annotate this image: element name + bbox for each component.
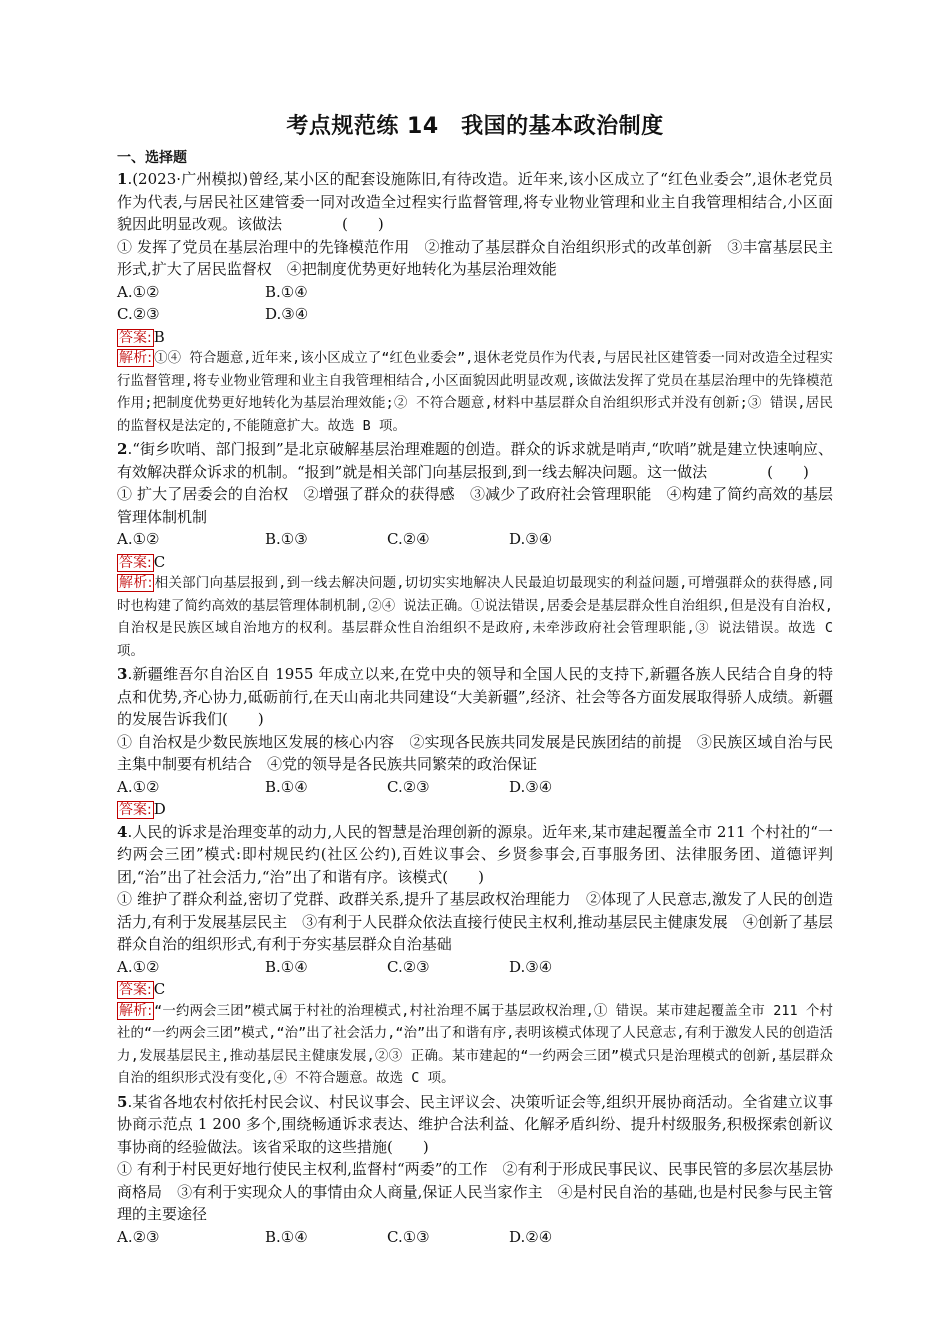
answer-tag: 答案: [119,554,152,571]
question-1 [117,168,833,438]
question-statements: ① 有利于村民更好地行使民主权利,监督村“两委”的工作 ②有利于形成民事民议、民事民管的多层次基层协商格局 ③有利于实现众人的事情由众人商量,保证人民当家作主 ④是村民自治的基础,也是村民参与民主管理的主要途径 [117,1160,833,1223]
question-number: 4 [117,822,128,841]
choice-d: D.③④ [509,957,553,976]
choice-d: D.③④ [265,305,309,323]
explanation-text: ①④ 符合题意,近年来,该小区成立了“红色业委会”,退休老党员作为代表,与居民社区建管委一同对改造全过程实行监督管理,将专业物业管理和业主自我管理相结合,小区面貌因此明显改观,该做法发挥了党员在基层治理中的先锋模范作用;把制度优势更好地转化为基层治理效能;② 不符合题意,材料中基层群众自治组织形式并没有创新;③ 错误,居民的监督权是法定的,不能随意扩大。故选 B 项。 [117,351,833,434]
choice-d: D.②④ [509,1227,553,1246]
question-stem [117,821,833,889]
answer-value: C [153,552,166,571]
question-text: .某省各地农村依托村民会议、村民议事会、民主评议会、决策听证会等,组织开展协商活动。全省建立议事协商示范点 1 200 多个,围绕畅通诉求表达、维护合法利益、化解矛盾纠纷、提升村级服务,积极探索创新议事协商的经验做法。该省采取的这些措施( ) [117,1092,833,1156]
choice-b: B.①④ [265,777,308,796]
question-number: 2 [117,440,128,458]
question-number: 3 [117,665,128,683]
question-stem [117,168,833,236]
explanation [117,348,833,438]
question-number: 5 [117,1092,128,1111]
question-text: .(2023·广州模拟)曾经,某小区的配套设施陈旧,有待改造。近年来,该小区成立了“红色业委会”,退休老党员作为代表,与居民社区建管委一同对改造全过程实行监督管理,将专业物业管理和业主自我管理相结合,小区面貌因此明显改观。该做法 ( ) [117,170,833,233]
answer-tag: 答案: [119,802,152,818]
choice-c: C.①③ [387,1227,430,1246]
choice-b: B.①③ [265,530,308,548]
question-stem [117,1091,833,1159]
answer-line [117,551,833,574]
choice-a: A.①② [117,530,160,548]
document-page [117,112,833,1248]
choice-d: D.③④ [509,777,553,796]
choice-row [117,1226,833,1249]
answer-tag: 答案: [119,982,152,998]
question-text: .人民的诉求是治理变革的动力,人民的智慧是治理创新的源泉。近年来,某市建起覆盖全市 211 个村社的“一约两会三团”模式:即村规民约(社区公约),百姓议事会、乡贤参事会,百事服务团、法律服务团、道德评判团,“治”出了社会活力,“治”出了和谐有序。该模式( ) [117,822,833,886]
choice-c: C.②③ [387,777,430,796]
explain-tag: 解析: [119,350,153,366]
choice-a: A.②③ [117,1227,160,1246]
question-statements: ① 维护了群众利益,密切了党群、政群关系,提升了基层政权治理能力 ②体现了人民意志,激发了人民的创造活力,有利于发展基层民主 ③有利于人民群众依法直接行使民主权利,推动基层民主健康发展 ④创新了基层群众自治的组织形式,有利于夯实基层群众自治基础 [117,890,833,953]
explanation [117,573,833,663]
choice-c: C.②③ [387,957,430,976]
explanation [117,1001,833,1091]
answer-line [117,978,833,1001]
question-number: 1 [117,170,128,188]
choice-b: B.①④ [265,282,308,301]
choice-row [117,281,833,304]
question-stem [117,438,833,483]
question-statements: ① 自治权是少数民族地区发展的核心内容 ②实现各民族共同发展是民族团结的前提 ③民族区域自治与民主集中制要有机结合 ④党的领导是各民族共同繁荣的政治保证 [117,732,833,773]
explain-tag: 解析: [119,1002,153,1019]
choice-b: B.①④ [265,1227,308,1246]
choice-c: C.②④ [387,530,430,548]
explanation-text: 相关部门向基层报到,到一线去解决问题,切切实实地解决人民最迫切最现实的利益问题,可增强群众的获得感,同时也构建了简约高效的基层管理体制机制,②④ 说法正确。①说法错误,居委会是基层群众性自治组织,但是没有自治权,自治权是民族区域自治地方的权利。基层群众性自治组织不是政府,未牵涉政府社会管理职能,③ 说法错误。故选 C 项。 [117,576,833,659]
choice-a: A.①② [117,777,160,796]
choice-a: A.①② [117,282,160,301]
question-text: .新疆维吾尔自治区自 1955 年成立以来,在党中央的领导和全国人民的支持下,新疆各族人民结合自身的特点和优势,齐心协力,砥砺前行,在天山南北共同建设“大美新疆”,经济、社会等各方面发展取得骄人成绩。新疆的发展告诉我们( ) [117,665,833,728]
answer-line [117,798,833,821]
explanation-text: “一约两会三团”模式属于村社的治理模式,村社治理不属于基层政权治理,① 错误。某市建起覆盖全市 211 个村社的“一约两会三团”模式,“治”出了社会活力,“治”出了和谐有序,表明该模式体现了人民意志,有利于激发人民的创造活力,发展基层民主,推动基层民主健康发展,②③ 正确。某市建起的“一约两会三团”模式只是治理模式的创新,基层群众自治的组织形式没有变化,④ 不符合题意。故选 C 项。 [117,1003,833,1086]
section-heading: 一、选择题 [117,150,187,166]
question-4 [117,821,833,1091]
choice-row [117,528,833,551]
question-3 [117,663,833,821]
answer-value: B [153,327,165,346]
page-title: 考点规范练 14 我国的基本政治制度 [286,114,664,139]
explain-tag: 解析: [119,575,153,591]
choice-row [117,956,833,979]
choice-b: B.①④ [265,957,308,976]
question-5 [117,1091,833,1249]
answer-value: D [153,800,166,818]
question-2 [117,438,833,663]
question-statements: ① 扩大了居委会的自治权 ②增强了群众的获得感 ③减少了政府社会管理职能 ④构建了简约高效的基层管理体制机制 [117,485,833,526]
choice-d: D.③④ [509,530,553,548]
choice-c: C.②③ [117,305,160,323]
choice-a: A.①② [117,957,160,976]
question-text: .“街乡吹哨、部门报到”是北京破解基层治理难题的创造。群众的诉求就是哨声,“吹哨”就是建立快速响应、有效解决群众诉求的机制。“报到”就是相关部门向基层报到,到一线去解决问题。这一做法 ( ) [117,440,833,481]
answer-line [117,326,833,349]
question-stem [117,663,833,731]
answer-tag: 答案: [119,329,152,346]
choice-row [117,776,833,799]
choice-row [117,303,833,326]
question-statements: ① 发挥了党员在基层治理中的先锋模范作用 ②推动了基层群众自治组织形式的改革创新 ③丰富基层民主形式,扩大了居民监督权 ④把制度优势更好地转化为基层治理效能 [117,237,833,278]
answer-value: C [153,980,166,998]
